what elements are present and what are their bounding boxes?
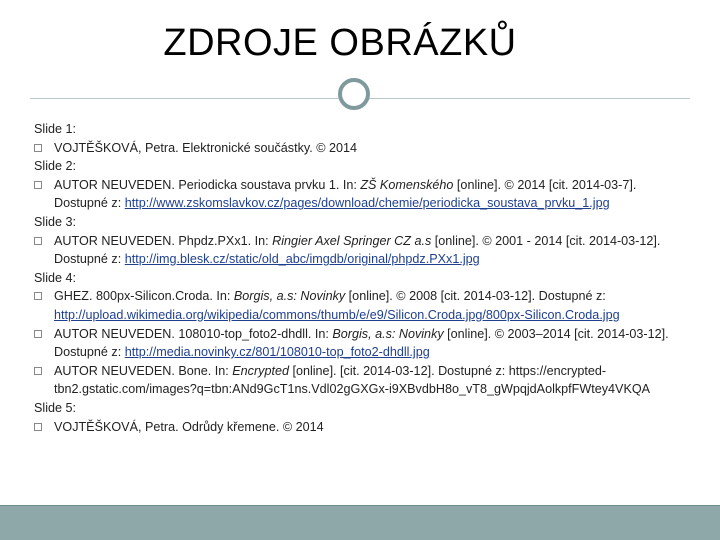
- source-name: Encrypted: [232, 363, 289, 378]
- reference-text: GHEZ. 800px-Silicon.Croda. In:: [54, 289, 234, 304]
- reference-text: AUTOR NEUVEDEN. Periodicka soustava prvku 1. In:: [54, 177, 361, 192]
- footer-bar: [0, 505, 720, 540]
- reference-link[interactable]: http://img.blesk.cz/static/old_abc/imgdb/original/phpdz.PXx1.jpg: [124, 252, 480, 267]
- square-bullet-icon: [34, 237, 42, 245]
- source-name: Ringier Axel Springer CZ a.s: [272, 233, 432, 248]
- reference-text: [online]. © 2008 [cit. 2014-03-12]. Dostupné z:: [345, 289, 606, 304]
- reference-entry: [34, 139, 674, 158]
- slide-label: Slide 5:: [34, 400, 77, 415]
- reference-text: [online]. © 2003–2014 [cit. 2014-03-12]. Dostupné z:: [54, 326, 669, 360]
- circle-ornament-icon: [338, 78, 370, 110]
- reference-text: VOJTĚŠKOVÁ, Petra. Odrůdy křemene. © 2014: [54, 419, 324, 434]
- reference-text: AUTOR NEUVEDEN. Bone. In:: [54, 363, 233, 378]
- reference-text: [online]. © 2014 [cit. 2014-03-7]. Dostupné z:: [54, 177, 637, 211]
- slide-label: Slide 2:: [34, 159, 77, 174]
- reference-entry: [34, 325, 674, 362]
- reference-entry: [34, 287, 674, 324]
- square-bullet-icon: [34, 144, 42, 152]
- reference-list: [34, 120, 674, 436]
- square-bullet-icon: [34, 367, 42, 375]
- reference-text: [online]. © 2001 - 2014 [cit. 2014-03-12]. Dostupné z:: [54, 233, 661, 267]
- reference-entry: [34, 362, 674, 399]
- slide-label: Slide 4:: [34, 270, 77, 285]
- source-name: ZŠ Komenského: [360, 177, 454, 192]
- square-bullet-icon: [34, 423, 42, 431]
- reference-text: VOJTĚŠKOVÁ, Petra. Elektronické součástky. © 2014: [54, 140, 358, 155]
- reference-entry: [34, 176, 674, 213]
- reference-text: AUTOR NEUVEDEN. Phpdz.PXx1. In:: [54, 233, 273, 248]
- reference-link[interactable]: http://upload.wikimedia.org/wikipedia/commons/thumb/e/e9/Silicon.Croda.jpg/800px-Silicon.Croda.jpg: [54, 307, 620, 322]
- square-bullet-icon: [34, 330, 42, 338]
- reference-entry: [34, 232, 674, 269]
- page-title: ZDROJE OBRÁZKŮ: [163, 22, 517, 64]
- reference-text: [online]. [cit. 2014-03-12]. Dostupné z: https://encrypted-tbn2.gstatic.com/images?q=tbn:ANd9GcT1ns.Vdl02gGXGx-i9XBvdbH8o_vT8_gWpqjdAolkpfFWtey4VKQA: [54, 363, 651, 397]
- reference-link[interactable]: http://media.novinky.cz/801/108010-top_foto2-dhdll.jpg: [124, 345, 430, 360]
- square-bullet-icon: [34, 292, 42, 300]
- source-name: Borgis, a.s: Novinky: [332, 326, 444, 341]
- slide-label: Slide 3:: [34, 214, 77, 229]
- reference-link[interactable]: http://www.zskomslavkov.cz/pages/download/chemie/periodicka_soustava_prvku_1.jpg: [124, 196, 610, 211]
- slide-label: Slide 1:: [34, 122, 77, 136]
- source-name: Borgis, a.s: Novinky: [233, 289, 346, 304]
- reference-text: AUTOR NEUVEDEN. 108010-top_foto2-dhdll. In:: [54, 326, 333, 341]
- reference-entry: [34, 418, 674, 437]
- square-bullet-icon: [34, 181, 42, 189]
